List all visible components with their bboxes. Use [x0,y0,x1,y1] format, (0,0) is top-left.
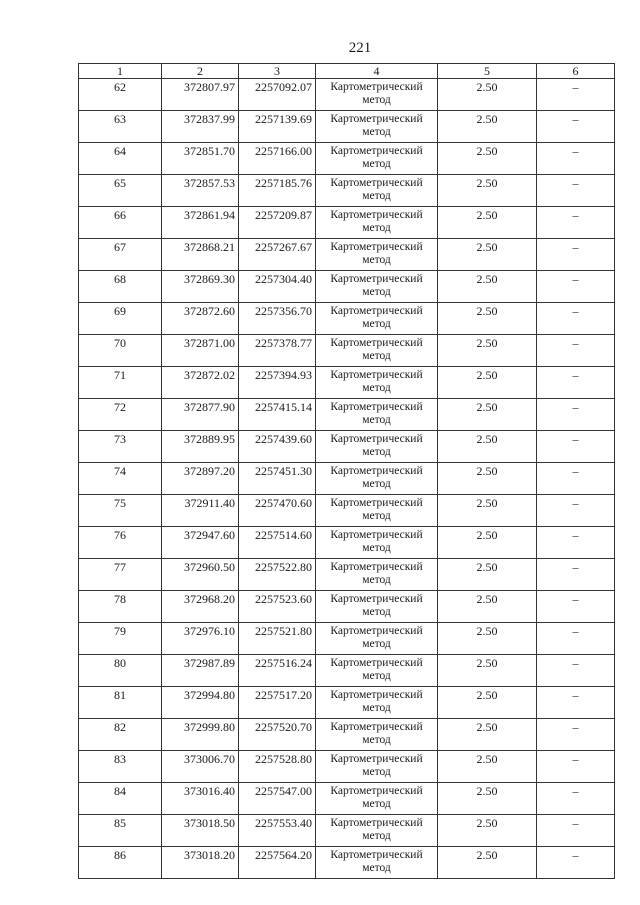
point-number-cell: 69 [79,303,162,335]
column-header: 1 [79,64,162,79]
x-coordinate-cell: 372871.00 [162,335,239,367]
x-coordinate-cell: 372869.30 [162,271,239,303]
method-cell: Картометрический метод [316,431,438,463]
method-cell: Картометрический метод [316,399,438,431]
accuracy-cell: 2.50 [438,527,537,559]
y-coordinate-cell: 2257209.87 [239,207,316,239]
note-cell: – [537,431,615,463]
point-number-cell: 74 [79,463,162,495]
x-coordinate-cell: 372968.20 [162,591,239,623]
table-row [79,783,615,815]
x-coordinate-cell: 372976.10 [162,623,239,655]
column-header: 6 [537,64,615,79]
note-cell: – [537,207,615,239]
x-coordinate-cell: 373018.50 [162,815,239,847]
note-cell: – [537,655,615,687]
method-cell: Картометрический метод [316,591,438,623]
note-cell: – [537,335,615,367]
accuracy-cell: 2.50 [438,335,537,367]
point-number-cell: 85 [79,815,162,847]
y-coordinate-cell: 2257547.00 [239,783,316,815]
x-coordinate-cell: 372837.99 [162,111,239,143]
y-coordinate-cell: 2257394.93 [239,367,316,399]
method-cell: Картометрический метод [316,303,438,335]
note-cell: – [537,367,615,399]
x-coordinate-cell: 372877.90 [162,399,239,431]
note-cell: – [537,687,615,719]
coordinates-table [78,63,615,879]
note-cell: – [537,239,615,271]
column-header: 2 [162,64,239,79]
method-cell: Картометрический метод [316,687,438,719]
accuracy-cell: 2.50 [438,655,537,687]
accuracy-cell: 2.50 [438,303,537,335]
note-cell: – [537,143,615,175]
method-cell: Картометрический метод [316,111,438,143]
point-number-cell: 75 [79,495,162,527]
method-cell: Картометрический метод [316,143,438,175]
accuracy-cell: 2.50 [438,623,537,655]
method-cell: Картометрический метод [316,239,438,271]
note-cell: – [537,623,615,655]
method-cell: Картометрический метод [316,335,438,367]
x-coordinate-cell: 372868.21 [162,239,239,271]
point-number-cell: 82 [79,719,162,751]
point-number-cell: 65 [79,175,162,207]
note-cell: – [537,495,615,527]
table-row [79,335,615,367]
point-number-cell: 84 [79,783,162,815]
point-number-cell: 64 [79,143,162,175]
x-coordinate-cell: 372897.20 [162,463,239,495]
table-row [79,399,615,431]
note-cell: – [537,175,615,207]
table-row [79,751,615,783]
accuracy-cell: 2.50 [438,399,537,431]
accuracy-cell: 2.50 [438,815,537,847]
point-number-cell: 86 [79,847,162,879]
x-coordinate-cell: 372857.53 [162,175,239,207]
method-cell: Картометрический метод [316,495,438,527]
table-row [79,687,615,719]
point-number-cell: 67 [79,239,162,271]
x-coordinate-cell: 372861.94 [162,207,239,239]
point-number-cell: 81 [79,687,162,719]
point-number-cell: 79 [79,623,162,655]
y-coordinate-cell: 2257166.00 [239,143,316,175]
y-coordinate-cell: 2257378.77 [239,335,316,367]
point-number-cell: 66 [79,207,162,239]
x-coordinate-cell: 373018.20 [162,847,239,879]
note-cell: – [537,719,615,751]
accuracy-cell: 2.50 [438,751,537,783]
point-number-cell: 68 [79,271,162,303]
x-coordinate-cell: 372999.80 [162,719,239,751]
y-coordinate-cell: 2257528.80 [239,751,316,783]
accuracy-cell: 2.50 [438,431,537,463]
y-coordinate-cell: 2257439.60 [239,431,316,463]
accuracy-cell: 2.50 [438,367,537,399]
method-cell: Картометрический метод [316,815,438,847]
method-cell: Картометрический метод [316,207,438,239]
y-coordinate-cell: 2257517.20 [239,687,316,719]
method-cell: Картометрический метод [316,623,438,655]
x-coordinate-cell: 372987.89 [162,655,239,687]
point-number-cell: 80 [79,655,162,687]
note-cell: – [537,751,615,783]
method-cell: Картометрический метод [316,559,438,591]
table-row [79,847,615,879]
method-cell: Картометрический метод [316,527,438,559]
point-number-cell: 63 [79,111,162,143]
y-coordinate-cell: 2257304.40 [239,271,316,303]
note-cell: – [537,847,615,879]
accuracy-cell: 2.50 [438,239,537,271]
y-coordinate-cell: 2257185.76 [239,175,316,207]
table-row [79,623,615,655]
x-coordinate-cell: 372872.02 [162,367,239,399]
column-header: 5 [438,64,537,79]
point-number-cell: 77 [79,559,162,591]
y-coordinate-cell: 2257522.80 [239,559,316,591]
accuracy-cell: 2.50 [438,175,537,207]
method-cell: Картометрический метод [316,847,438,879]
y-coordinate-cell: 2257564.20 [239,847,316,879]
note-cell: – [537,783,615,815]
note-cell: – [537,591,615,623]
y-coordinate-cell: 2257092.07 [239,79,316,111]
method-cell: Картометрический метод [316,783,438,815]
table-row [79,815,615,847]
x-coordinate-cell: 372911.40 [162,495,239,527]
table-row [79,527,615,559]
note-cell: – [537,271,615,303]
header-row [79,64,615,79]
x-coordinate-cell: 373006.70 [162,751,239,783]
table-row [79,111,615,143]
point-number-cell: 72 [79,399,162,431]
accuracy-cell: 2.50 [438,847,537,879]
y-coordinate-cell: 2257356.70 [239,303,316,335]
table-row [79,271,615,303]
page-number: 221 [348,40,372,56]
table-row [79,719,615,751]
note-cell: – [537,463,615,495]
method-cell: Картометрический метод [316,175,438,207]
accuracy-cell: 2.50 [438,783,537,815]
x-coordinate-cell: 372851.70 [162,143,239,175]
table-row [79,463,615,495]
table-row [79,431,615,463]
y-coordinate-cell: 2257520.70 [239,719,316,751]
note-cell: – [537,399,615,431]
table-row [79,495,615,527]
x-coordinate-cell: 372960.50 [162,559,239,591]
method-cell: Картометрический метод [316,463,438,495]
table-row [79,559,615,591]
x-coordinate-cell: 372807.97 [162,79,239,111]
y-coordinate-cell: 2257521.80 [239,623,316,655]
y-coordinate-cell: 2257267.67 [239,239,316,271]
table-row [79,591,615,623]
method-cell: Картометрический метод [316,751,438,783]
y-coordinate-cell: 2257470.60 [239,495,316,527]
note-cell: – [537,559,615,591]
column-header: 3 [239,64,316,79]
note-cell: – [537,527,615,559]
table-row [79,143,615,175]
table-row [79,79,615,111]
x-coordinate-cell: 372947.60 [162,527,239,559]
y-coordinate-cell: 2257451.30 [239,463,316,495]
note-cell: – [537,815,615,847]
table-body [79,79,615,879]
x-coordinate-cell: 373016.40 [162,783,239,815]
note-cell: – [537,303,615,335]
table-row [79,239,615,271]
y-coordinate-cell: 2257514.60 [239,527,316,559]
y-coordinate-cell: 2257553.40 [239,815,316,847]
accuracy-cell: 2.50 [438,463,537,495]
y-coordinate-cell: 2257516.24 [239,655,316,687]
method-cell: Картометрический метод [316,655,438,687]
y-coordinate-cell: 2257139.69 [239,111,316,143]
accuracy-cell: 2.50 [438,591,537,623]
y-coordinate-cell: 2257523.60 [239,591,316,623]
accuracy-cell: 2.50 [438,271,537,303]
point-number-cell: 62 [79,79,162,111]
accuracy-cell: 2.50 [438,719,537,751]
accuracy-cell: 2.50 [438,111,537,143]
note-cell: – [537,79,615,111]
table-row [79,207,615,239]
note-cell: – [537,111,615,143]
column-header: 4 [316,64,438,79]
table-row [79,655,615,687]
point-number-cell: 76 [79,527,162,559]
point-number-cell: 70 [79,335,162,367]
accuracy-cell: 2.50 [438,143,537,175]
table-row [79,367,615,399]
y-coordinate-cell: 2257415.14 [239,399,316,431]
point-number-cell: 71 [79,367,162,399]
method-cell: Картометрический метод [316,79,438,111]
accuracy-cell: 2.50 [438,79,537,111]
accuracy-cell: 2.50 [438,495,537,527]
accuracy-cell: 2.50 [438,207,537,239]
accuracy-cell: 2.50 [438,559,537,591]
table-row [79,175,615,207]
point-number-cell: 83 [79,751,162,783]
table-row [79,303,615,335]
x-coordinate-cell: 372889.95 [162,431,239,463]
point-number-cell: 78 [79,591,162,623]
point-number-cell: 73 [79,431,162,463]
method-cell: Картометрический метод [316,719,438,751]
accuracy-cell: 2.50 [438,687,537,719]
x-coordinate-cell: 372872.60 [162,303,239,335]
x-coordinate-cell: 372994.80 [162,687,239,719]
method-cell: Картометрический метод [316,367,438,399]
method-cell: Картометрический метод [316,271,438,303]
